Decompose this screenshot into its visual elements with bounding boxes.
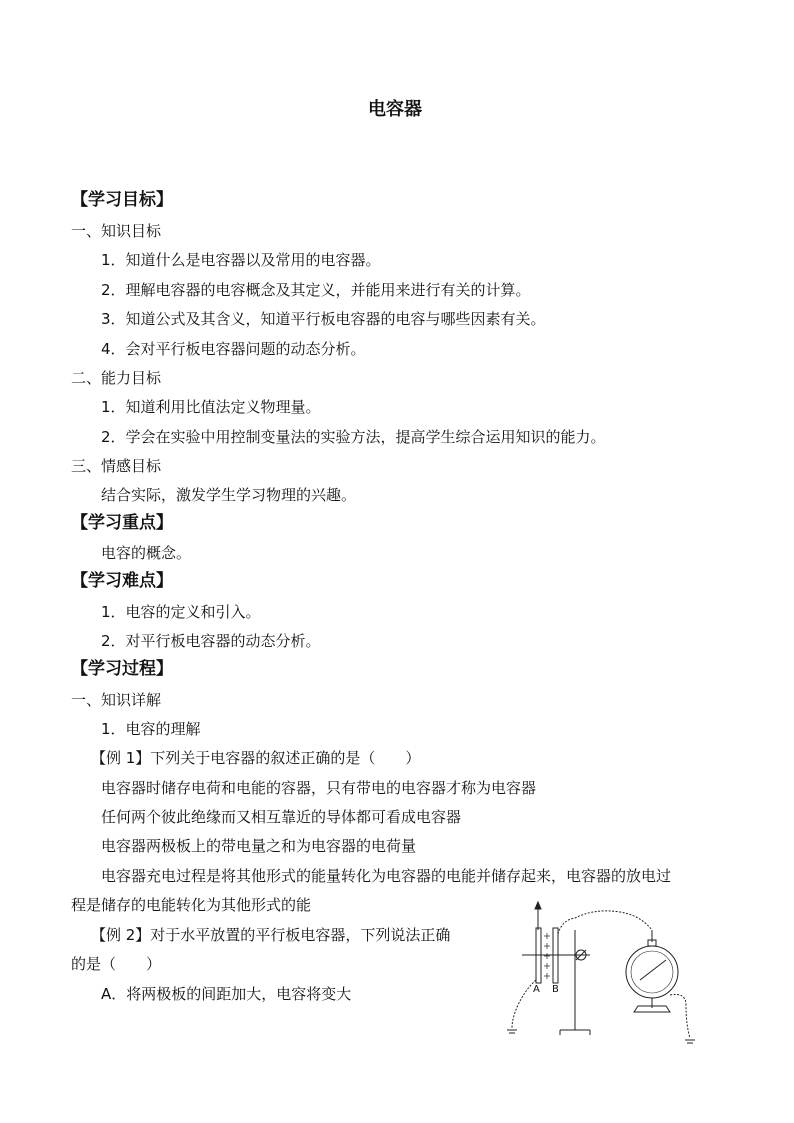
arrow-head — [535, 902, 541, 909]
example-1-option: 电容器充电过程是将其他形式的能量转化为电容器的电能并储存起来，电容器的放电过 — [101, 867, 672, 885]
ability-goal-title: 二、能力目标 — [71, 369, 162, 387]
plate-b-label: B — [552, 984, 559, 995]
example-2-question: 【例 2】对于水平放置的平行板电容器，下列说法正确 — [91, 926, 451, 944]
charge-marks — [544, 933, 550, 979]
knowledge-item: 1．知道什么是电容器以及常用的电容器。 — [101, 251, 381, 269]
goals-heading: 【学习目标】 — [71, 190, 173, 210]
example-1-question: 【例 1】下列关于电容器的叙述正确的是（ ） — [91, 749, 421, 767]
difficulty-item: 1．电容的定义和引入。 — [101, 603, 261, 621]
process-subheading: 一、知识详解 — [71, 691, 162, 709]
focus-item: 电容的概念。 — [101, 544, 192, 562]
ground-wire-electroscope — [670, 994, 690, 1038]
coil-wire-top — [558, 911, 652, 934]
knowledge-goal-title: 一、知识目标 — [71, 222, 162, 240]
emotion-item: 结合实际，激发学生学习物理的兴趣。 — [101, 486, 357, 504]
emotion-goal-title: 三、情感目标 — [71, 457, 162, 475]
focus-heading: 【学习重点】 — [71, 513, 173, 533]
difficulty-item: 2．对平行板电容器的动态分析。 — [101, 632, 321, 650]
process-heading: 【学习过程】 — [71, 659, 173, 679]
example-1-option: 电容器两极板上的带电量之和为电容器的电荷量 — [101, 837, 417, 855]
example-1-option: 任何两个彼此绝缘而又相互靠近的导体都可看成电容器 — [101, 808, 462, 826]
knowledge-item: 3．知道公式及其含义，知道平行板电容器的电容与哪些因素有关。 — [101, 310, 546, 328]
difficulty-heading: 【学习难点】 — [71, 571, 173, 591]
knowledge-item: 4．会对平行板电容器问题的动态分析。 — [101, 340, 366, 358]
electroscope-dial — [626, 946, 678, 998]
topic-title: 1．电容的理解 — [101, 720, 201, 738]
example-2-option-a: A．将两极板的间距加大，电容将变大 — [101, 985, 352, 1003]
ability-item: 2．学会在实验中用控制变量法的实验方法，提高学生综合运用知识的能力。 — [101, 428, 606, 446]
electroscope-needle — [640, 960, 666, 980]
page-title: 电容器 — [368, 99, 422, 120]
example-2-question-cont: 的是（ ） — [71, 955, 162, 973]
ability-item: 1．知道利用比值法定义物理量。 — [101, 398, 321, 416]
knowledge-item: 2．理解电容器的电容概念及其定义，并能用来进行有关的计算。 — [101, 281, 531, 299]
plate-a-label: A — [533, 984, 540, 995]
capacitor-electroscope-figure — [500, 900, 710, 1050]
example-1-option: 电容器时储存电荷和电能的容器，只有带电的电容器才称为电容器 — [101, 779, 537, 797]
example-1-option-cont: 程是储存的电能转化为其他形式的能 — [71, 896, 312, 914]
